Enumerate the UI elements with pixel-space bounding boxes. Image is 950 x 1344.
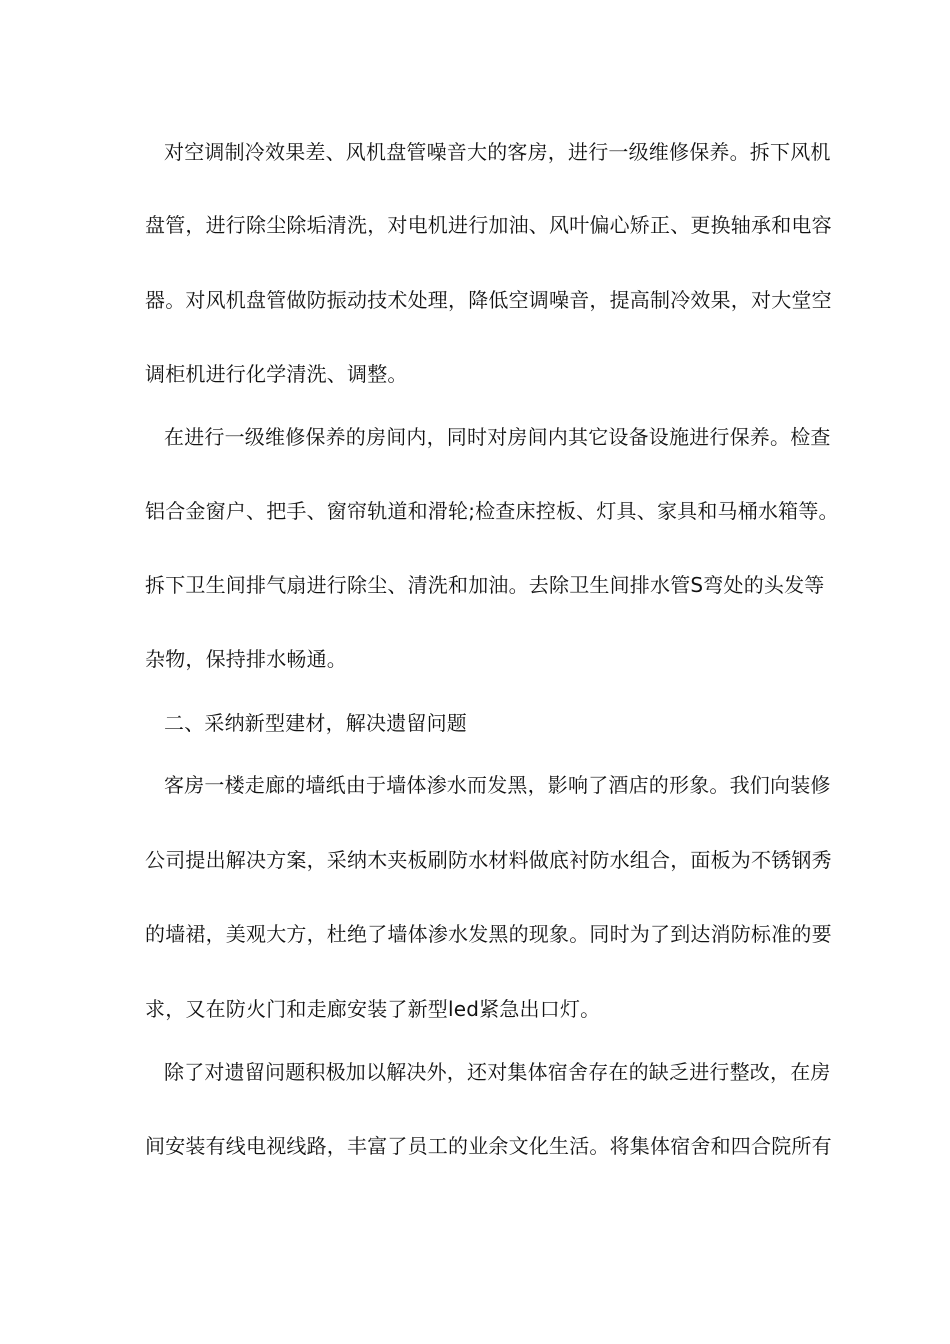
paragraph-2-line-3: 拆下卫生间排气扇进行除尘、清洗和加油。去除卫生间排水管S弯处的头发等: [145, 573, 825, 597]
paragraph-1-line-4: 调柜机进行化学清洗、调整。: [145, 362, 408, 386]
paragraph-2-line-4: 杂物，保持排水畅通。: [145, 647, 347, 671]
paragraph-1-line-1: 对空调制冷效果差、风机盘管噪音大的客房，进行一级维修保养。拆下风机: [164, 140, 831, 164]
paragraph-2-line-1: 在进行一级维修保养的房间内，同时对房间内其它设备设施进行保养。检查: [164, 425, 831, 449]
paragraph-3-line-1: 客房一楼走廊的墙纸由于墙体渗水而发黑，影响了酒店的形象。我们向装修: [164, 773, 831, 797]
paragraph-1-line-3: 器。对风机盘管做防振动技术处理，降低空调噪音，提高制冷效果，对大堂空: [145, 288, 832, 312]
paragraph-2-line-2: 铝合金窗户、把手、窗帘轨道和滑轮;检查床控板、灯具、家具和马桶水箱等。: [145, 499, 839, 523]
paragraph-4-line-1: 除了对遗留问题积极加以解决外，还对集体宿舍存在的缺乏进行整改，在房: [164, 1060, 831, 1084]
paragraph-4-line-2: 间安装有线电视线路，丰富了员工的业余文化生活。将集体宿舍和四合院所有: [145, 1134, 832, 1158]
section-heading: 二、采纳新型建材，解决遗留问题: [164, 711, 467, 735]
paragraph-3-line-2: 公司提出解决方案，采纳木夹板刷防水材料做底衬防水组合，面板为不锈钢秀: [145, 848, 832, 872]
paragraph-3-line-4: 求，又在防火门和走廊安装了新型led紧急出口灯。: [145, 997, 601, 1021]
paragraph-3-line-3: 的墙裙，美观大方，杜绝了墙体渗水发黑的现象。同时为了到达消防标准的要: [145, 922, 832, 946]
paragraph-1-line-2: 盘管，进行除尘除垢清洗，对电机进行加油、风叶偏心矫正、更换轴承和电容: [145, 213, 832, 237]
